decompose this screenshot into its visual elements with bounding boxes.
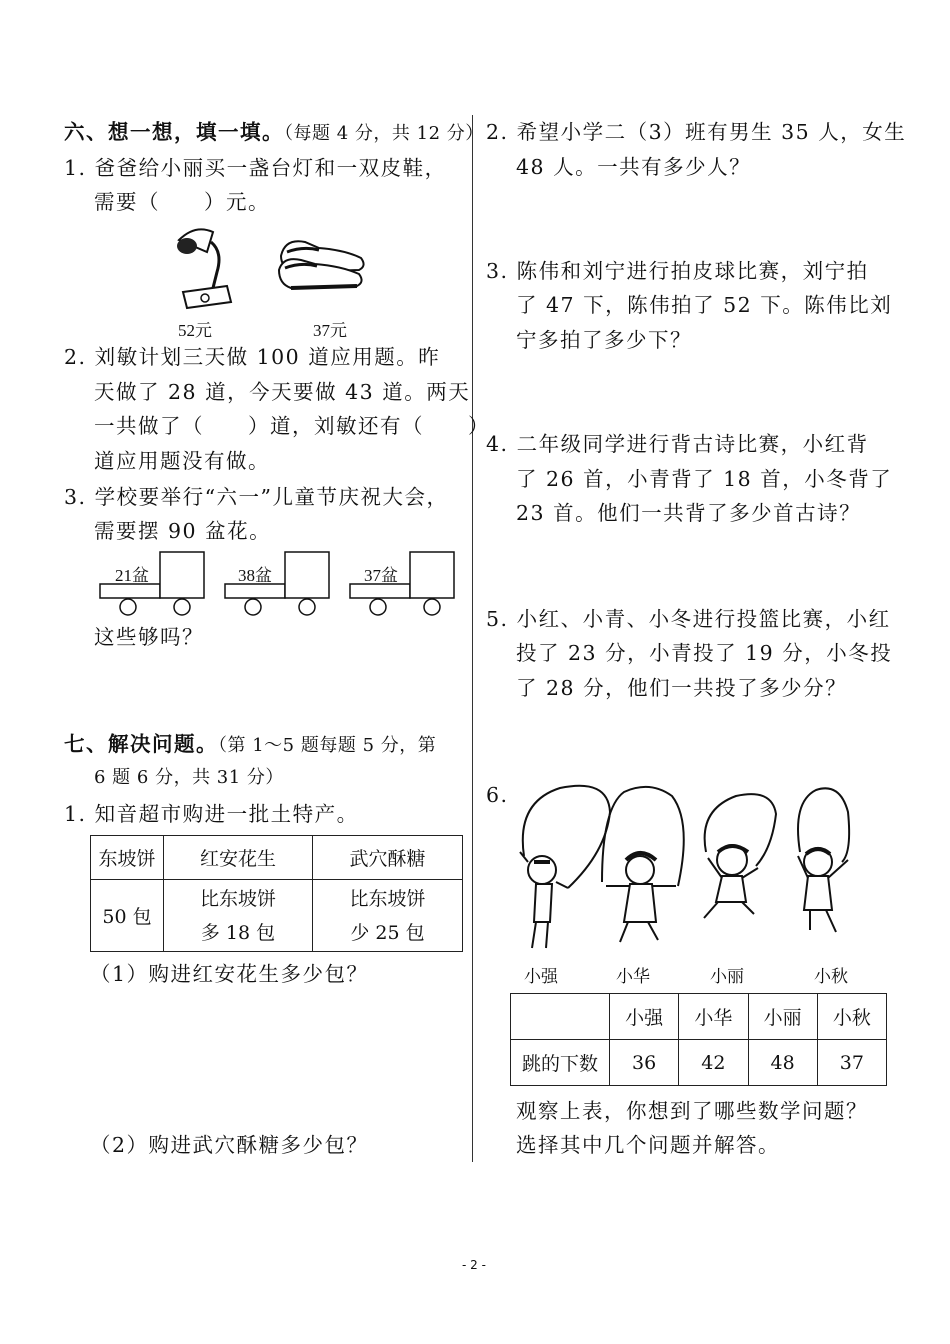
s6-q3-line1: 3. 学校要举行“六一”儿童节庆祝大会， — [64, 485, 449, 509]
section7-title: 七、解决问题。 — [64, 732, 218, 756]
table-row — [91, 880, 463, 952]
s6-q2-line2: 天做了 28 道，今天要做 43 道。两天 — [94, 380, 471, 404]
r-q5-line2: 投了 23 分，小青投了 19 分，小冬投 — [516, 641, 893, 665]
table-header: 东坡饼 — [91, 836, 164, 880]
table-row — [511, 994, 887, 1040]
jump-count-table — [510, 993, 887, 1086]
child-name: 小丽 — [710, 967, 744, 986]
table-header: 武穴酥糖 — [313, 836, 463, 880]
r-q3-line3: 宁多拍了多少下？ — [516, 328, 692, 352]
table-header: 小秋 — [817, 994, 886, 1040]
child-name: 小秋 — [814, 967, 848, 986]
table-row-label: 跳的下数 — [511, 1040, 610, 1086]
cell-line: 比东坡饼 — [199, 887, 276, 910]
section7-score1: （第 1～5 题每题 5 分，第 — [218, 735, 437, 756]
r-q2-line2: 48 人。一共有多少人？ — [516, 155, 752, 179]
jump-rope-children-icon — [510, 782, 870, 958]
r-q5-line3: 了 28 分，他们一共投了多少分？ — [516, 676, 848, 700]
r-q4-line3: 23 首。他们一共背了多少首古诗？ — [516, 501, 862, 525]
page-number: - 2 - — [462, 1258, 486, 1272]
table-cell: 48 — [748, 1040, 817, 1086]
section7-heading — [64, 727, 436, 763]
lamp-price: 52元 — [178, 321, 212, 340]
s6-q3-line2: 需要摆 90 盆花。 — [94, 519, 272, 543]
truck1-label: 21盆 — [115, 566, 149, 585]
child-name: 小华 — [616, 967, 650, 986]
s6-q2-line1: 2. 刘敏计划三天做 100 道应用题。昨 — [64, 345, 441, 369]
truck3-label: 37盆 — [364, 566, 398, 585]
table-corner — [511, 994, 610, 1040]
table-cell: 42 — [679, 1040, 748, 1086]
table-header: 小丽 — [748, 994, 817, 1040]
s6-q3-line3: 这些够吗？ — [94, 625, 204, 649]
s7-q1-sub1: （1）购进红安花生多少包？ — [90, 962, 369, 986]
r-q3-line1: 3. 陈伟和刘宁进行拍皮球比赛，刘宁拍 — [486, 259, 869, 283]
table-cell — [164, 880, 313, 952]
table-header: 小强 — [610, 994, 679, 1040]
s7-q1-sub2: （2）购进武穴酥糖多少包？ — [90, 1133, 369, 1157]
s6-q2-line4: 道应用题没有做。 — [94, 449, 270, 473]
section6-title: 六、想一想，填一填。 — [64, 120, 284, 144]
table-cell: 37 — [817, 1040, 886, 1086]
r-q5-line1: 5. 小红、小青、小冬进行投篮比赛，小红 — [486, 607, 891, 631]
r-q4-line2: 了 26 首，小青背了 18 首，小冬背了 — [516, 467, 893, 491]
section6-score: （每题 4 分，共 12 分） — [284, 123, 484, 144]
r-q4-line1: 4. 二年级同学进行背古诗比赛，小红背 — [486, 432, 869, 456]
table-cell: 50 包 — [91, 880, 164, 952]
r-q6-line2: 选择其中几个问题并解答。 — [516, 1133, 780, 1157]
s6-q1-line1: 1. 爸爸给小丽买一盏台灯和一双皮鞋， — [64, 156, 447, 180]
r-q3-line2: 了 47 下，陈伟拍了 52 下。陈伟比刘 — [516, 293, 893, 317]
child-name: 小强 — [524, 967, 558, 986]
table-header: 红安花生 — [164, 836, 313, 880]
cell-line: 多 18 包 — [200, 921, 276, 944]
truck2-label: 38盆 — [238, 566, 272, 585]
table-row — [511, 1040, 887, 1086]
s6-q1-line2: 需要（ ）元。 — [94, 190, 270, 214]
desk-lamp-icon — [165, 222, 245, 310]
r-q2-line1: 2. 希望小学二（3）班有男生 35 人，女生 — [486, 120, 907, 144]
section6-heading — [64, 115, 484, 151]
products-table — [90, 835, 463, 952]
cell-line: 少 25 包 — [350, 921, 425, 944]
cell-line: 比东坡饼 — [349, 887, 426, 910]
table-cell: 36 — [610, 1040, 679, 1086]
shoes-price: 37元 — [313, 321, 347, 340]
r-q6-number: 6. — [486, 783, 509, 807]
section7-score2: 6 题 6 分，共 31 分） — [94, 767, 284, 788]
shoes-icon — [275, 232, 370, 292]
s7-q1-line1: 1. 知音超市购进一批土特产。 — [64, 802, 359, 826]
table-header: 小华 — [679, 994, 748, 1040]
table-row — [91, 836, 463, 880]
r-q6-line1: 观察上表，你想到了哪些数学问题？ — [516, 1099, 868, 1123]
table-cell — [313, 880, 463, 952]
column-divider — [472, 115, 473, 1162]
s6-q2-line3: 一共做了（ ）道，刘敏还有（ ） — [94, 414, 490, 438]
